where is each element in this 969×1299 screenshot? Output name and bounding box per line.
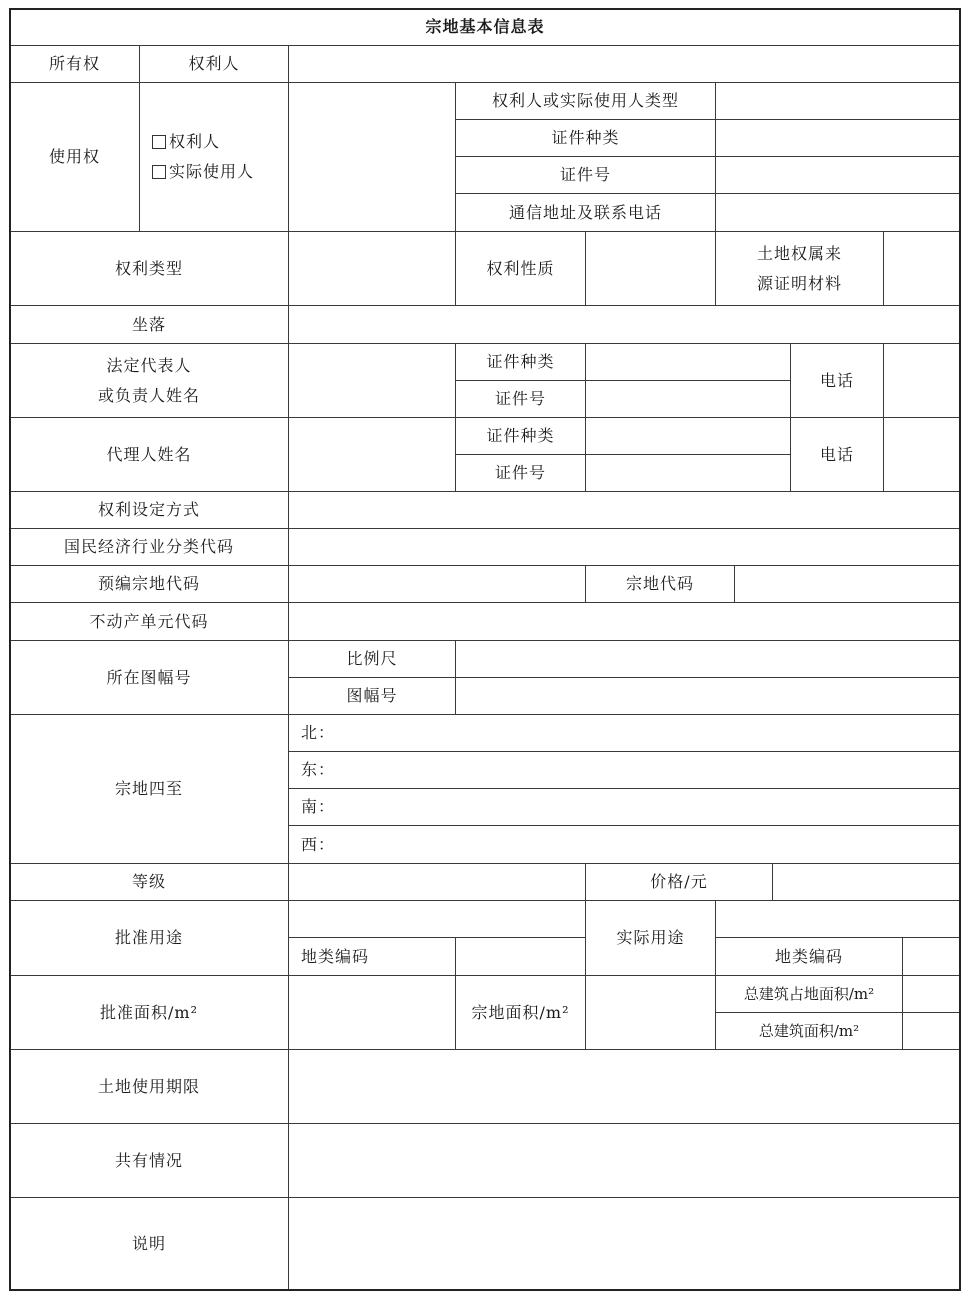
boundary-west-field[interactable]: 西：: [288, 825, 961, 864]
parcel-code-label: 宗地代码: [585, 565, 735, 603]
use-right-checkbox-group: [139, 82, 289, 232]
footprint-area-label: 总建筑占地面积/m²: [715, 975, 903, 1013]
actual-land-code-label: 地类编码: [715, 937, 903, 976]
use-right-name-field[interactable]: [288, 82, 456, 232]
legal-rep-phone-label: 电话: [790, 343, 884, 418]
industry-code-label: 国民经济行业分类代码: [9, 528, 289, 566]
legal-rep-label-line1: 法定代表人: [106, 355, 192, 375]
co-ownership-field[interactable]: [288, 1123, 961, 1198]
footprint-area-field[interactable]: [902, 975, 961, 1013]
right-nature-label: 权利性质: [455, 231, 586, 306]
location-field[interactable]: [288, 305, 961, 344]
address-phone-label: 通信地址及联系电话: [455, 193, 716, 232]
form-title: 宗地基本信息表: [9, 8, 961, 46]
agent-cert-type-field[interactable]: [585, 417, 791, 455]
use-cert-no-label: 证件号: [455, 156, 716, 194]
price-field[interactable]: [772, 863, 961, 901]
approved-area-label: 批准面积/m²: [9, 975, 289, 1050]
actual-land-code-field[interactable]: [902, 937, 961, 976]
floor-area-field[interactable]: [902, 1012, 961, 1050]
realestate-unit-code-field[interactable]: [288, 602, 961, 641]
holder-type-label: 权利人或实际使用人类型: [455, 82, 716, 120]
sheet-no-label: 图幅号: [288, 677, 456, 715]
map-sheet-label: 所在图幅号: [9, 640, 289, 715]
notes-label: 说明: [9, 1197, 289, 1291]
scale-label: 比例尺: [288, 640, 456, 678]
right-setting-field[interactable]: [288, 491, 961, 529]
scale-field[interactable]: [455, 640, 961, 678]
use-cert-type-field[interactable]: [715, 119, 961, 157]
legal-rep-cert-type-field[interactable]: [585, 343, 791, 381]
holder-checkbox-label: 权利人: [169, 132, 221, 151]
ownership-source-field[interactable]: [883, 231, 961, 306]
notes-field[interactable]: [288, 1197, 961, 1291]
pre-parcel-code-field[interactable]: [288, 565, 586, 603]
agent-cert-type-label: 证件种类: [455, 417, 586, 455]
address-phone-field[interactable]: [715, 193, 961, 232]
agent-label: 代理人姓名: [9, 417, 289, 492]
floor-area-label: 总建筑面积/m²: [715, 1012, 903, 1050]
agent-cert-no-label: 证件号: [455, 454, 586, 492]
holder-checkbox[interactable]: [152, 127, 220, 157]
legal-rep-cert-type-label: 证件种类: [455, 343, 586, 381]
land-term-field[interactable]: [288, 1049, 961, 1124]
checkbox-icon: [152, 165, 166, 179]
approved-area-field[interactable]: [288, 975, 456, 1050]
agent-cert-no-field[interactable]: [585, 454, 791, 492]
pre-parcel-code-label: 预编宗地代码: [9, 565, 289, 603]
land-term-label: 土地使用期限: [9, 1049, 289, 1124]
industry-code-field[interactable]: [288, 528, 961, 566]
use-right-label: 使用权: [9, 82, 140, 232]
location-label: 坐落: [9, 305, 289, 344]
right-type-label: 权利类型: [9, 231, 289, 306]
ownership-holder-label: 权利人: [139, 45, 289, 83]
actual-use-label: 实际用途: [585, 900, 716, 976]
agent-phone-label: 电话: [790, 417, 884, 492]
right-type-field[interactable]: [288, 231, 456, 306]
ownership-source-label-line2: 源证明材料: [756, 273, 842, 293]
use-cert-no-field[interactable]: [715, 156, 961, 194]
holder-type-field[interactable]: [715, 82, 961, 120]
approved-use-label: 批准用途: [9, 900, 289, 976]
approved-use-field[interactable]: [288, 900, 586, 938]
grade-label: 等级: [9, 863, 289, 901]
boundary-south-field[interactable]: 南：: [288, 788, 961, 826]
agent-name-field[interactable]: [288, 417, 456, 492]
ownership-label: 所有权: [9, 45, 140, 83]
boundary-north-field[interactable]: 北：: [288, 714, 961, 752]
approved-land-code-field[interactable]: [455, 937, 586, 976]
price-label: 价格/元: [585, 863, 773, 901]
realestate-unit-code-label: 不动产单元代码: [9, 602, 289, 641]
co-ownership-label: 共有情况: [9, 1123, 289, 1198]
checkbox-icon: [152, 135, 166, 149]
actual-user-checkbox-label: 实际使用人: [169, 162, 255, 181]
boundary-east-field[interactable]: 东：: [288, 751, 961, 789]
legal-rep-label: [9, 343, 289, 418]
agent-phone-field[interactable]: [883, 417, 961, 492]
legal-rep-phone-field[interactable]: [883, 343, 961, 418]
ownership-source-label-line1: 土地权属来: [756, 243, 842, 263]
grade-field[interactable]: [288, 863, 586, 901]
sheet-no-field[interactable]: [455, 677, 961, 715]
approved-land-code-label: 地类编码: [288, 937, 456, 976]
legal-rep-cert-no-field[interactable]: [585, 380, 791, 418]
legal-rep-name-field[interactable]: [288, 343, 456, 418]
ownership-holder-field[interactable]: [288, 45, 961, 83]
legal-rep-cert-no-label: 证件号: [455, 380, 586, 418]
actual-user-checkbox[interactable]: [152, 157, 254, 187]
actual-use-field[interactable]: [715, 900, 961, 938]
use-cert-type-label: 证件种类: [455, 119, 716, 157]
legal-rep-label-line2: 或负责人姓名: [97, 385, 200, 405]
parcel-code-field[interactable]: [734, 565, 961, 603]
ownership-source-label: [715, 231, 884, 306]
boundaries-label: 宗地四至: [9, 714, 289, 864]
parcel-area-field[interactable]: [585, 975, 716, 1050]
right-nature-field[interactable]: [585, 231, 716, 306]
right-setting-label: 权利设定方式: [9, 491, 289, 529]
parcel-area-label: 宗地面积/m²: [455, 975, 586, 1050]
